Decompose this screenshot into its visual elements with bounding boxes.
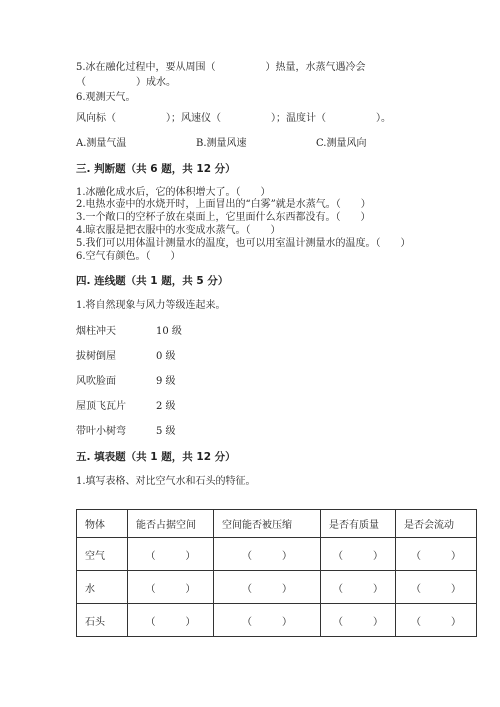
answer-cell[interactable]: （ ）	[396, 604, 477, 637]
match-instruction: 1.将自然现象与风力等级连起来。	[76, 300, 226, 311]
answer-cell[interactable]: （ ）	[321, 538, 396, 571]
row-label: 水	[77, 571, 128, 604]
table-header-cell: 是否会流动	[396, 510, 477, 538]
match-left-4[interactable]: 屋顶飞瓦片	[76, 401, 126, 412]
q6-title: 6.观测天气。	[76, 92, 136, 103]
section4-header: 四. 连线题（共 1 题，共 5 分）	[76, 275, 229, 287]
q5-line1: 5.冰在融化过程中，要从周围（ ）热量，水蒸气遇冷会	[76, 62, 366, 73]
match-right-2[interactable]: 0 级	[156, 351, 176, 362]
match-right-4[interactable]: 2 级	[156, 401, 176, 412]
answer-cell[interactable]: （ ）	[321, 604, 396, 637]
judge-item-1: 1.冰融化成水后，它的体积增大了。（ ）	[76, 187, 271, 198]
judge-item-2: 2.电热水壶中的水烧开时，上面冒出的“白雾”就是水蒸气。（ ）	[76, 199, 371, 210]
judge-item-5: 5.我们可以用体温计测量水的温度，也可以用室温计测量水的温度。（ ）	[76, 238, 411, 249]
answer-cell[interactable]: （ ）	[396, 571, 477, 604]
table-instruction: 1.填写表格、对比空气水和石头的特征。	[76, 476, 256, 487]
match-left-5[interactable]: 带叶小树弯	[76, 426, 126, 437]
q6-line: 风向标（ ）；风速仪（ ）；温度计（ ）。	[76, 113, 391, 124]
section5-header: 五. 填表题（共 1 题，共 12 分）	[76, 451, 236, 463]
match-left-2[interactable]: 拔树倒屋	[76, 351, 116, 362]
table-row	[77, 571, 477, 604]
answer-cell[interactable]: （ ）	[128, 604, 214, 637]
table-row	[77, 604, 477, 637]
answer-cell[interactable]: （ ）	[214, 538, 321, 571]
judge-item-6: 6.空气有颜色。（ ）	[76, 251, 181, 262]
judge-item-4: 4.晾衣服是把衣服中的水变成水蒸气。（ ）	[76, 225, 281, 236]
q6-option-c: C.测量风向	[316, 138, 367, 149]
comparison-table	[76, 509, 477, 637]
answer-cell[interactable]: （ ）	[128, 571, 214, 604]
match-right-3[interactable]: 9 级	[156, 376, 176, 387]
table-header-cell: 物体	[77, 510, 128, 538]
answer-cell[interactable]: （ ）	[214, 571, 321, 604]
table-header-cell: 能否占据空间	[128, 510, 214, 538]
table-header-row	[77, 510, 477, 538]
row-label: 石头	[77, 604, 128, 637]
answer-cell[interactable]: （ ）	[321, 571, 396, 604]
match-left-3[interactable]: 风吹脸面	[76, 376, 116, 387]
match-right-1[interactable]: 10 级	[156, 326, 182, 337]
judge-item-3: 3.一个敞口的空杯子放在桌面上，它里面什么东西都没有。（ ）	[76, 212, 371, 223]
table-header-cell: 是否有质量	[321, 510, 396, 538]
q6-option-b: B.测量风速	[196, 138, 247, 149]
section3-header: 三. 判断题（共 6 题，共 12 分）	[76, 163, 236, 175]
table-header-cell: 空间能否被压缩	[214, 510, 321, 538]
q5-line2: （ ）成水。	[76, 77, 176, 88]
table-row	[77, 538, 477, 571]
row-label: 空气	[77, 538, 128, 571]
answer-cell[interactable]: （ ）	[396, 538, 477, 571]
match-right-5[interactable]: 5 级	[156, 426, 176, 437]
answer-cell[interactable]: （ ）	[214, 604, 321, 637]
q6-option-a: A.测量气温	[76, 138, 127, 149]
match-left-1[interactable]: 烟柱冲天	[76, 326, 116, 337]
answer-cell[interactable]: （ ）	[128, 538, 214, 571]
